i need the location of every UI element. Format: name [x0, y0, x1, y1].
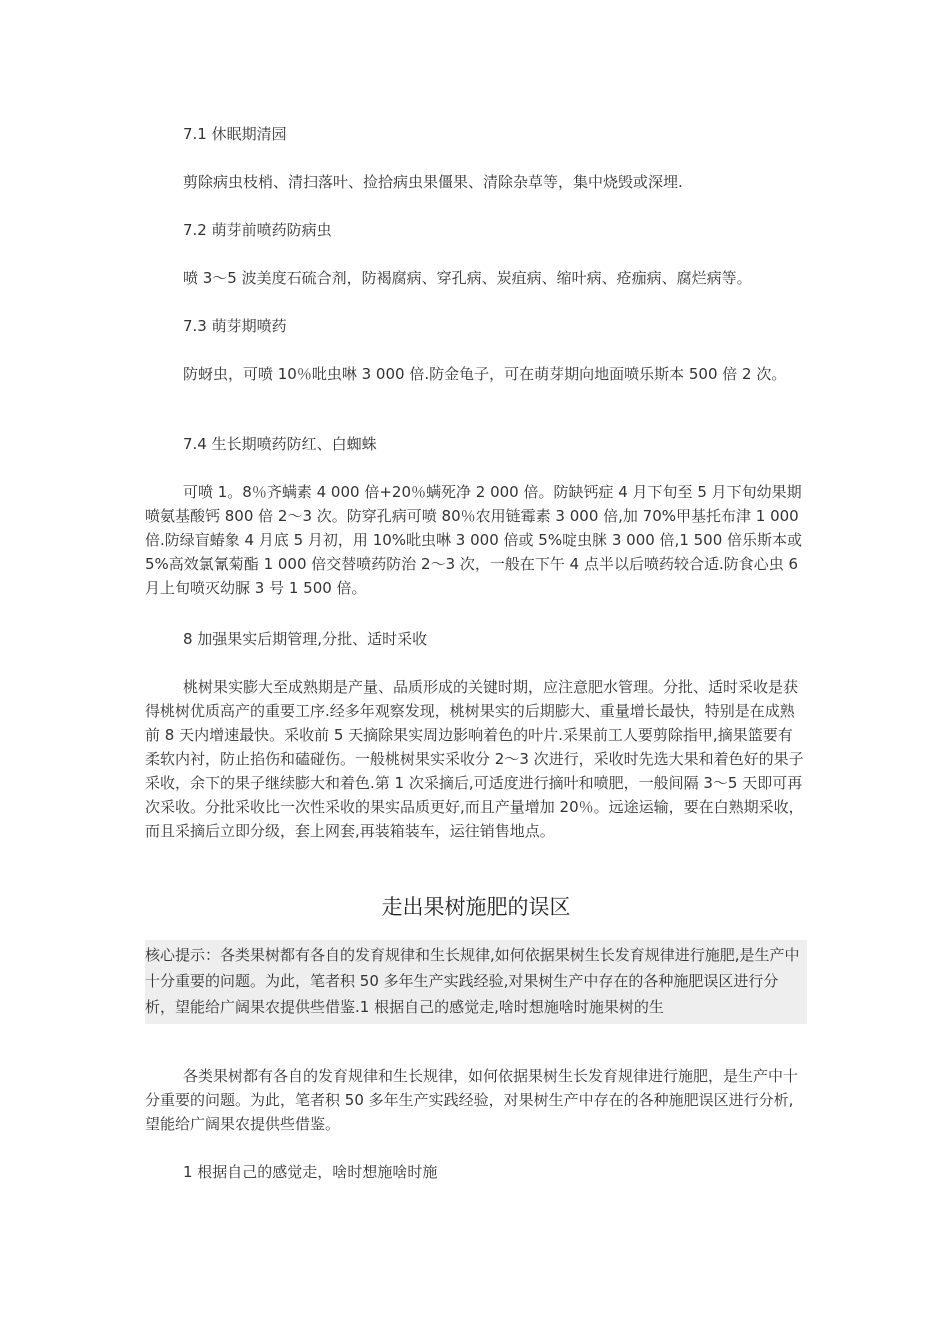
- article-title: 走出果树施肥的误区: [381, 895, 571, 919]
- paragraph: 桃树果实膨大至成熟期是产量、品质形成的关键时期，应注意肥水管理。分批、适时采收是获得桃树优质高产的重要工序.经多年观察发现，桃树果实的后期膨大、重量增长最快，特别是在成熟前 8 天内增速最快。采收前 5 天摘除果实周边影响着色的叶片.采果前工人要剪除指甲,摘果篮要有柔软内衬，防止掐伤和磕碰伤。一般桃树果实采收分 2～3 次进行，采收时先选大果和着色好的果子采收，余下的果子继续膨大和着色.第 1 次采摘后,可适度进行摘叶和喷肥，一般间隔 3～5 天即可再次采收。分批采收比一次性采收的果实品质更好,而且产量增加 20％。远途运输，要在白熟期采收，而且采摘后立即分级，套上网套,再装箱装车，运往销售地点。: [145, 678, 804, 840]
- paragraph: 可喷 1。8％齐螨素 4 000 倍+20％螨死净 2 000 倍。防缺钙症 4 月下旬至 5 月下旬幼果期喷氨基酸钙 800 倍 2～3 次。防穿孔病可喷 80％农用链霉素 3 000 倍,加 70%甲基托布津 1 000 倍.防绿盲蝽象 4 月底 5 月初，用 10%吡虫啉 3 000 倍或 5%啶虫脒 3 000 倍,1 500 倍乐斯本或 5%高效氯氰菊酯 1 000 倍交替喷药防治 2～3 次，一般在下午 4 点半以后喷药较合适.防食心虫 6 月上旬喷灭幼脲 3 号 1 500 倍。: [145, 483, 807, 597]
- paragraph: 剪除病虫枝梢、清扫落叶、捡拾病虫果僵果、清除杂草等，集中烧毁或深埋.: [183, 173, 683, 191]
- paragraph: 喷 3～5 波美度石硫合剂，防褐腐病、穿孔病、炭疽病、缩叶病、疮痂病、腐烂病等。: [183, 269, 752, 287]
- section-heading: 8 加强果实后期管理,分批、适时采收: [183, 630, 428, 648]
- summary-box: 核心提示：各类果树都有各自的发育规律和生长规律,如何依据果树生长发育规律进行施肥,是生产中十分重要的问题。为此，笔者积 50 多年生产实践经验,对果树生产中存在的各种施肥误区进行分析，望能给广阔果农提供些借鉴.1 根据自己的感觉走,啥时想施啥时施果树的生: [145, 940, 807, 1024]
- section-heading: 7.1 休眠期清园: [183, 125, 287, 143]
- section-heading: 7.3 萌芽期喷药: [183, 317, 287, 335]
- section-heading: 7.4 生长期喷药防红、白蜘蛛: [183, 435, 377, 453]
- section-heading: 1 根据自己的感觉走，啥时想施啥时施: [183, 1163, 438, 1181]
- paragraph: 各类果树都有各自的发育规律和生长规律，如何依据果树生长发育规律进行施肥，是生产中十分重要的问题。为此，笔者积 50 多年生产实践经验，对果树生产中存在的各种施肥误区进行分析,望能给广阔果农提供些借鉴。: [145, 1067, 799, 1133]
- section-heading: 7.2 萌芽前喷药防病虫: [183, 221, 332, 239]
- paragraph: 防蚜虫，可喷 10％吡虫啉 3 000 倍.防金龟子，可在萌芽期向地面喷乐斯本 500 倍 2 次。: [183, 365, 787, 383]
